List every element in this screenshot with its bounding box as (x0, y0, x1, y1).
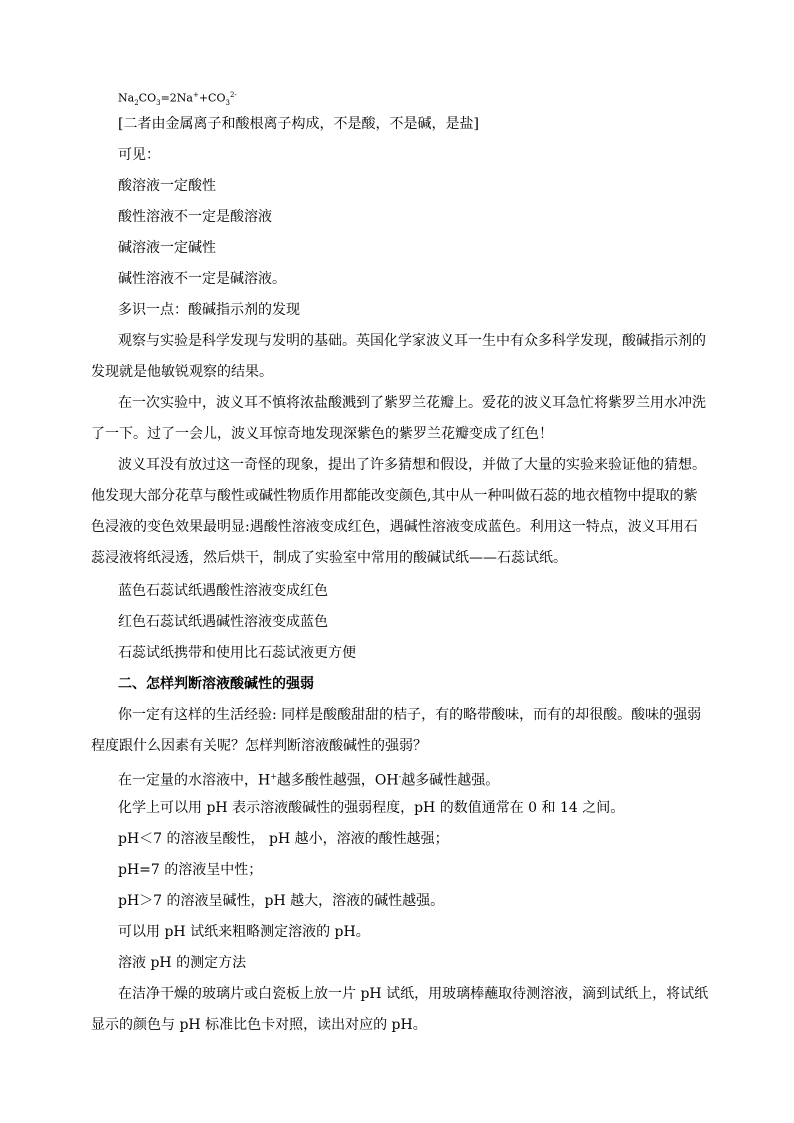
paragraph-line: 色浸液的变色效果最明显:遇酸性溶液变成红色，遇碱性溶液变成蓝色。利用这一特点，波义耳用石 (91, 519, 698, 535)
text-line: 酸溶液一定酸性 (118, 178, 216, 194)
paragraph-line: 了一下。过了一会儿，波义耳惊奇地发现深紫色的紫罗兰花瓣变成了红色！ (91, 426, 553, 442)
paragraph-line: 蕊浸液将纸浸透，然后烘干，制成了实验室中常用的酸碱试纸——石蕊试纸。 (91, 550, 567, 566)
paragraph-line: 观察与实验是科学发现与发明的基础。英国化学家波义耳一生中有众多科学发现，酸碱指示剂的 (118, 333, 706, 349)
text-line: pH＞7 的溶液呈碱性，pH 越大，溶液的碱性越强。 (118, 893, 445, 909)
paragraph-line: 发现就是他敏锐观察的结果。 (91, 364, 273, 380)
paragraph-line: 在一次实验中，波义耳不慎将浓盐酸溅到了紫罗兰花瓣上。爱花的波义耳急忙将紫罗兰用水冲洗 (118, 395, 706, 411)
paragraph-line: 显示的颜色与 pH 标准比色卡对照，读出对应的 pH。 (91, 1017, 427, 1033)
section-heading: 二、怎样判断溶液酸碱性的强弱 (118, 676, 314, 692)
text-line: 红色石蕊试纸遇碱性溶液变成蓝色 (118, 614, 328, 630)
text-line: pH＜7 的溶液呈酸性， pH 越小，溶液的酸性越强； (118, 831, 449, 847)
paragraph-line: 波义耳没有放过这一奇怪的现象，提出了许多猜想和假设，并做了大量的实验来验证他的猜想。 (118, 457, 706, 473)
text-line: pH=7 的溶液呈中性； (118, 862, 263, 878)
text-line: 碱溶液一定碱性 (118, 240, 216, 256)
paragraph-line: 在洁净干燥的玻璃片或白瓷板上放一片 pH 试纸，用玻璃棒蘸取待测溶液，滴到试纸上，将试纸 (118, 986, 709, 1002)
text-line: 溶液 pH 的测定方法 (118, 955, 247, 971)
text-line: 蓝色石蕊试纸遇酸性溶液变成红色 (118, 583, 328, 599)
text-line: 可见： (118, 147, 160, 163)
paragraph-line: 你一定有这样的生活经验: 同样是酸酸甜甜的桔子，有的略带酸味，而有的却很酸。酸味的强弱 (118, 707, 702, 723)
note-line: [二者由金属离子和酸根离子构成，不是酸，不是碱，是盐] (118, 116, 479, 132)
text-line: 碱性溶液不一定是碱溶液。 (118, 271, 286, 287)
text-line: 酸性溶液不一定是酸溶液 (118, 209, 272, 225)
section-note: 多识一点：酸碱指示剂的发现 (118, 302, 300, 318)
paragraph-line: 在一定量的水溶液中，H+越多酸性越强，OH-越多碱性越强。 (118, 772, 500, 789)
text-line: 化学上可以用 pH 表示溶液酸碱性的强弱程度，pH 的数值通常在 0 和 14 之间。 (118, 800, 625, 816)
paragraph-line: 程度跟什么因素有关呢？怎样判断溶液酸碱性的强弱？ (91, 738, 427, 754)
ionization-equation: $Na_2CO_3=2Na^++CO_3^{2-}$ (118, 91, 237, 107)
paragraph-line: 他发现大部分花草与酸性或碱性物质作用都能改变颜色,其中从一种叫做石蕊的地衣植物中提取的紫 (91, 488, 698, 504)
text-line: 可以用 pH 试纸来粗略测定溶液的 pH。 (118, 924, 370, 940)
text-line: 石蕊试纸携带和使用比石蕊试液更方便 (118, 645, 356, 661)
